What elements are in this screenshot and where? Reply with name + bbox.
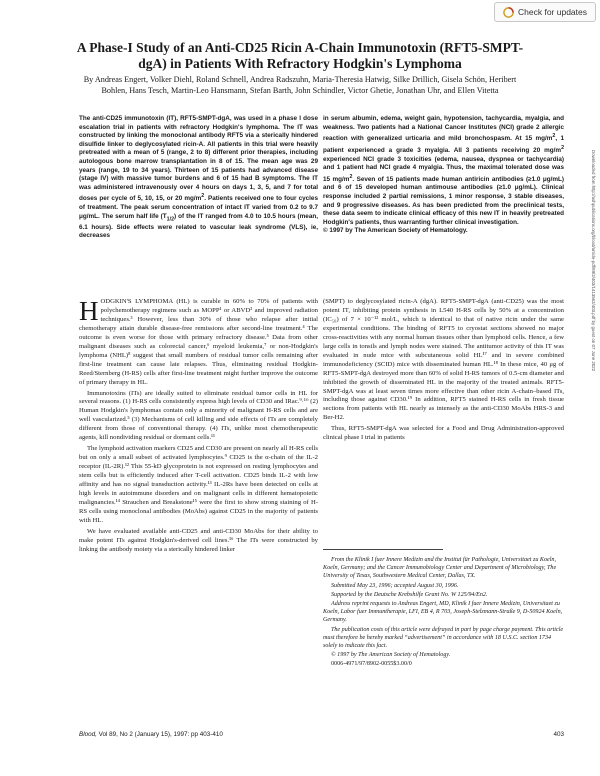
journal-name: Blood, [79, 731, 97, 738]
abstract-text: in serum albumin, edema, weight gain, hypotension, tachycardia, myalgia, and weakness. Two patients had a National Cancer Institutes (NCI) grade 2 allergic reaction with generalized urticaria and mild bronchospasm. At 15 mg/m [323, 115, 564, 143]
abstract-left-column [79, 115, 318, 241]
body-right-column [323, 298, 564, 445]
footnote: Submitted May 23, 1996; accepted August 30, 1996. [331, 582, 459, 589]
body-left-column [79, 298, 318, 557]
article-title: A Phase-I Study of an Anti-CD25 Ricin A-Chain Immunotoxin (RFT5-SMPT-dgA) in Patients With Refractory Hodgkin's Lymphoma [76, 40, 524, 71]
footnote-divider [323, 549, 443, 550]
refresh-icon [503, 7, 514, 18]
check-for-updates-label: Check for updates [518, 7, 587, 17]
abstract-copyright: © 1997 by The American Society of Hematology. [323, 227, 468, 235]
body-paragraph: (SMPT) to deglycosylated ricin-A (dgA). RFT5-SMPT-dgA (anti-CD25) was the most potent IT, inhibiting protein synthesis in L540 H-RS cells by 50% at a concentration (IC₅₀) of 7 × 10⁻¹² mol/L, which is identical to that of native ricin under the same experimental conditions. The binding of RFT5 to cryostat sections showed no major cross-reactivities with any normal human tissues other than lymphoid cells. Hence, a few large cells in tonsils and lymph nodes were stained. The antitumor activity of this IT was evaluated in nude mice with subcutaneous solid HL¹⁷ and in severe combined immunodeficiency (SCID) mice with disseminated human HL.¹⁸ In these mice, 40 μg of RFT5-SMPT-dgA destroyed more than 60% of solid H-RS tumors of 0.5-cm diameter and inhibited the growth of disseminated HL in the majority of the treated animals. RFT5-SMPT-dgA was at least seven times more effective than other ricin A-chain–based ITs, including those against CD30.¹⁹ In addition, RFT5 stained H-RS cells in fresh tissue sections from patients with HL nearly as intensely as the anti-CD30 MoAbs HRS-3 and Ber-H2. [323, 298, 564, 422]
drop-cap: H [79, 296, 99, 326]
superscript: 2 [201, 193, 205, 200]
abstract-text: . Patients received one to four cycles of treatment. The peak serum concentration of intact IT varied from 0.2 to 9.7 μg/mL. The serum half life (T [79, 195, 318, 220]
author-list: By Andreas Engert, Volker Diehl, Roland Schnell, Andrea Radszuhn, Maria-Theresia Hatwig, Silke Drillich, Gisela Schön, Heribert Bohlen, Hans Tesch, Martin-Leo Hansmann, Stefan Barth, John Schindler, Victor Ghetie, Jonathan Uhr, and Ellen Vitetta [83, 75, 517, 95]
footnote: Supported by the Deutsche Krebshilfe Grant No. W 125/94/En2. [331, 591, 488, 598]
download-watermark-text: Downloaded from http://ashpublications.org/blood/article-pdf/89/2/403/1413562/403.pdf by guest on 07 June 2022 [591, 150, 596, 372]
footnote: © 1997 by The American Society of Hematology. [331, 652, 451, 659]
body-paragraph: Immunotoxins (ITs) are ideally suited to eliminate residual tumor cells in HL for several reasons. (1) H-RS cells consistently express high levels of CD30 and IRac.⁹·¹⁰ (2) Human Hodgkin's lymphomas contain only a minority of malignant H-RS cells and are well vascularized.⁵ (3) Mechanisms of cell killing and side effects of ITs are completely different from those of conventional therapy. (4) ITs, unlike most chemotherapeutic agents, kill nondividing residual or dormant cells.¹¹ [79, 389, 318, 442]
abstract-right-column [323, 115, 564, 236]
footnote: Address reprint requests to Andreas Engert, MD, Klinik I fuer Innere Medizin, Universitaet zu Koeln, Labor fuer Immuntherapie, LFI, EB 4, R 703, Joseph-Stelzmann-Straße 9, D-50924 Koeln, Germany. [323, 601, 563, 624]
subscript: 1/2 [166, 215, 175, 222]
footnote: From the Klinik I fuer Innere Medizin and the Institut für Pathologie, Universitaet zu Koeln, Koeln, Germany; and the Cancer Immunobiology Center and Department of Microbiology, The University of Texas, Southwestern Medical Center, Dallas, TX. [323, 557, 557, 580]
superscript: 2 [561, 144, 564, 151]
superscript: 2 [349, 173, 353, 180]
abstract-text: . Seven of 15 patients made human antiricin antibodies (≥1.0 μg/mL) and 6 of 15 developed human antimouse antibodies (≥1.0 μg/mL). Clinical response included 2 partial remissions, 1 minor response, 3 stable diseases, and 9 progressive diseases. As has been predicted from the preclinical tests, these data seem to indicate clinical efficacy of this new IT in heavily pretreated Hodgkin's patients, thus warranting further clinical investigation. [323, 175, 565, 226]
journal-issue: Vol 89, No 2 (January 15), 1997: pp 403-410 [96, 731, 223, 738]
body-paragraph [79, 298, 318, 388]
abstract-text: , 1 patient experienced a grade 3 myalgia. All 3 patients receiving 20 mg/m [323, 135, 564, 154]
footnotes [323, 556, 564, 670]
footnote: The publication costs of this article were defrayed in part by page charge payment. This article must therefore be hereby marked “advertisement” in accordance with 18 U.S.C. section 1734 solely to indicate this fact. [323, 626, 564, 650]
body-paragraph: The lymphoid activation markers CD25 and CD30 are present on nearly all H-RS cells but on only a small subset of activated lymphocytes.⁹ CD25 is the α-chain of the IL-2 receptor (IL-2R).¹² This 55-kD glycoprotein is not expressed on resting lymphocytes and stem cells but is efficiently induced after T-cell activation. CD25 binds IL-2 with low affinity and has no signal transduction activity.¹³ IL-2Rs have been detected on cells at high levels in autoimmune disorders and on malignant cells in different hematopoietic malignancies.¹⁴ Strauchen and Breakstone¹⁵ were the first to show strong staining of H-RS cells using monoclonal antibodies (MoAbs) against CD25 in the majority of patients with HL. [79, 445, 318, 524]
journal-citation [79, 731, 223, 738]
download-watermark [588, 150, 596, 610]
page-number: 403 [553, 731, 564, 738]
abstract-text: ) of the IT ranged from 4.0 to 10.5 hours (mean, 6.1 hours). Side effects were related to vascular leak syndrome (VLS), ie, decreases [79, 212, 318, 240]
body-paragraph: We have evaluated available anti-CD25 and anti-CD30 MoAbs for their ability to make potent ITs against Hodgkin's-derived cell lines.¹⁶ The ITs were constructed by linking the antibody moiety via a sterically hindered linker [79, 527, 318, 553]
abstract-text: experienced NCI grade 3 toxicities (edema, nausea, dyspnea or tachycardia) and 1 patient had NCI grade 4 myalgia. Thus, the maximal tolerated dose was 15 mg/m [323, 155, 564, 183]
abstract-text: The anti-CD25 immunotoxin (IT), RFT5-SMPT-dgA, was used in a phase I dose escalation trial in patients with refractory Hodgkin's lymphoma. The IT was constructed by linking the monoclonal antibody RFT5 via a sterically hindered disulfide linker to deglycosylated ricin-A. All patients in this trial were heavily pretreated with a mean of 5 (range, 2 to 8) different prior therapies, including autologous bone marrow transplantation in 8 of 15. The mean age was 29 years (range, 19 to 34 years). Thirteen of 15 patients had advanced disease (stage IV) with massive tumor burdens and 6 of 15 had B symptoms. The IT was administered intravenously over 4 hours on days 1, 3, 5, and 7 for total doses per cycle of 5, 10, 15, or 20 mg/m [79, 115, 318, 203]
footnote: 0006-4971/97/8902-0055$3.00/0 [331, 661, 412, 668]
check-for-updates-button[interactable] [494, 2, 596, 22]
paragraph-text: ODGKIN'S LYMPHOMA (HL) is curable in 60% to 70% of patients with polychemotherapy regimens such as MOPP¹ or ABVD² and improved radiation techniques.³ However, less than 30% of those who relapse after initial chemotherapy attain durable disease-free remissions after second-line treatment.⁴ The outcome is even worse for those with primary refractory disease.⁵ Data from other malignant diseases such as colorectal cancer,⁶ myeloid leukemia,⁷ or non-Hodgkin's lymphoma (NHL)⁸ suggest that small numbers of residual tumor cells remaining after first-line treatment can cause late relapses. Thus, eliminating residual Hodgkin-Reed/Sternberg (H-RS) cells after first-line treatment might further improve the outcome of primary therapy in HL. [79, 298, 318, 386]
superscript: 2 [552, 133, 556, 140]
body-paragraph: Thus, RFT5-SMPT-dgA was selected for a Food and Drug Administration-approved clinical phase I trial in patients [323, 425, 564, 442]
